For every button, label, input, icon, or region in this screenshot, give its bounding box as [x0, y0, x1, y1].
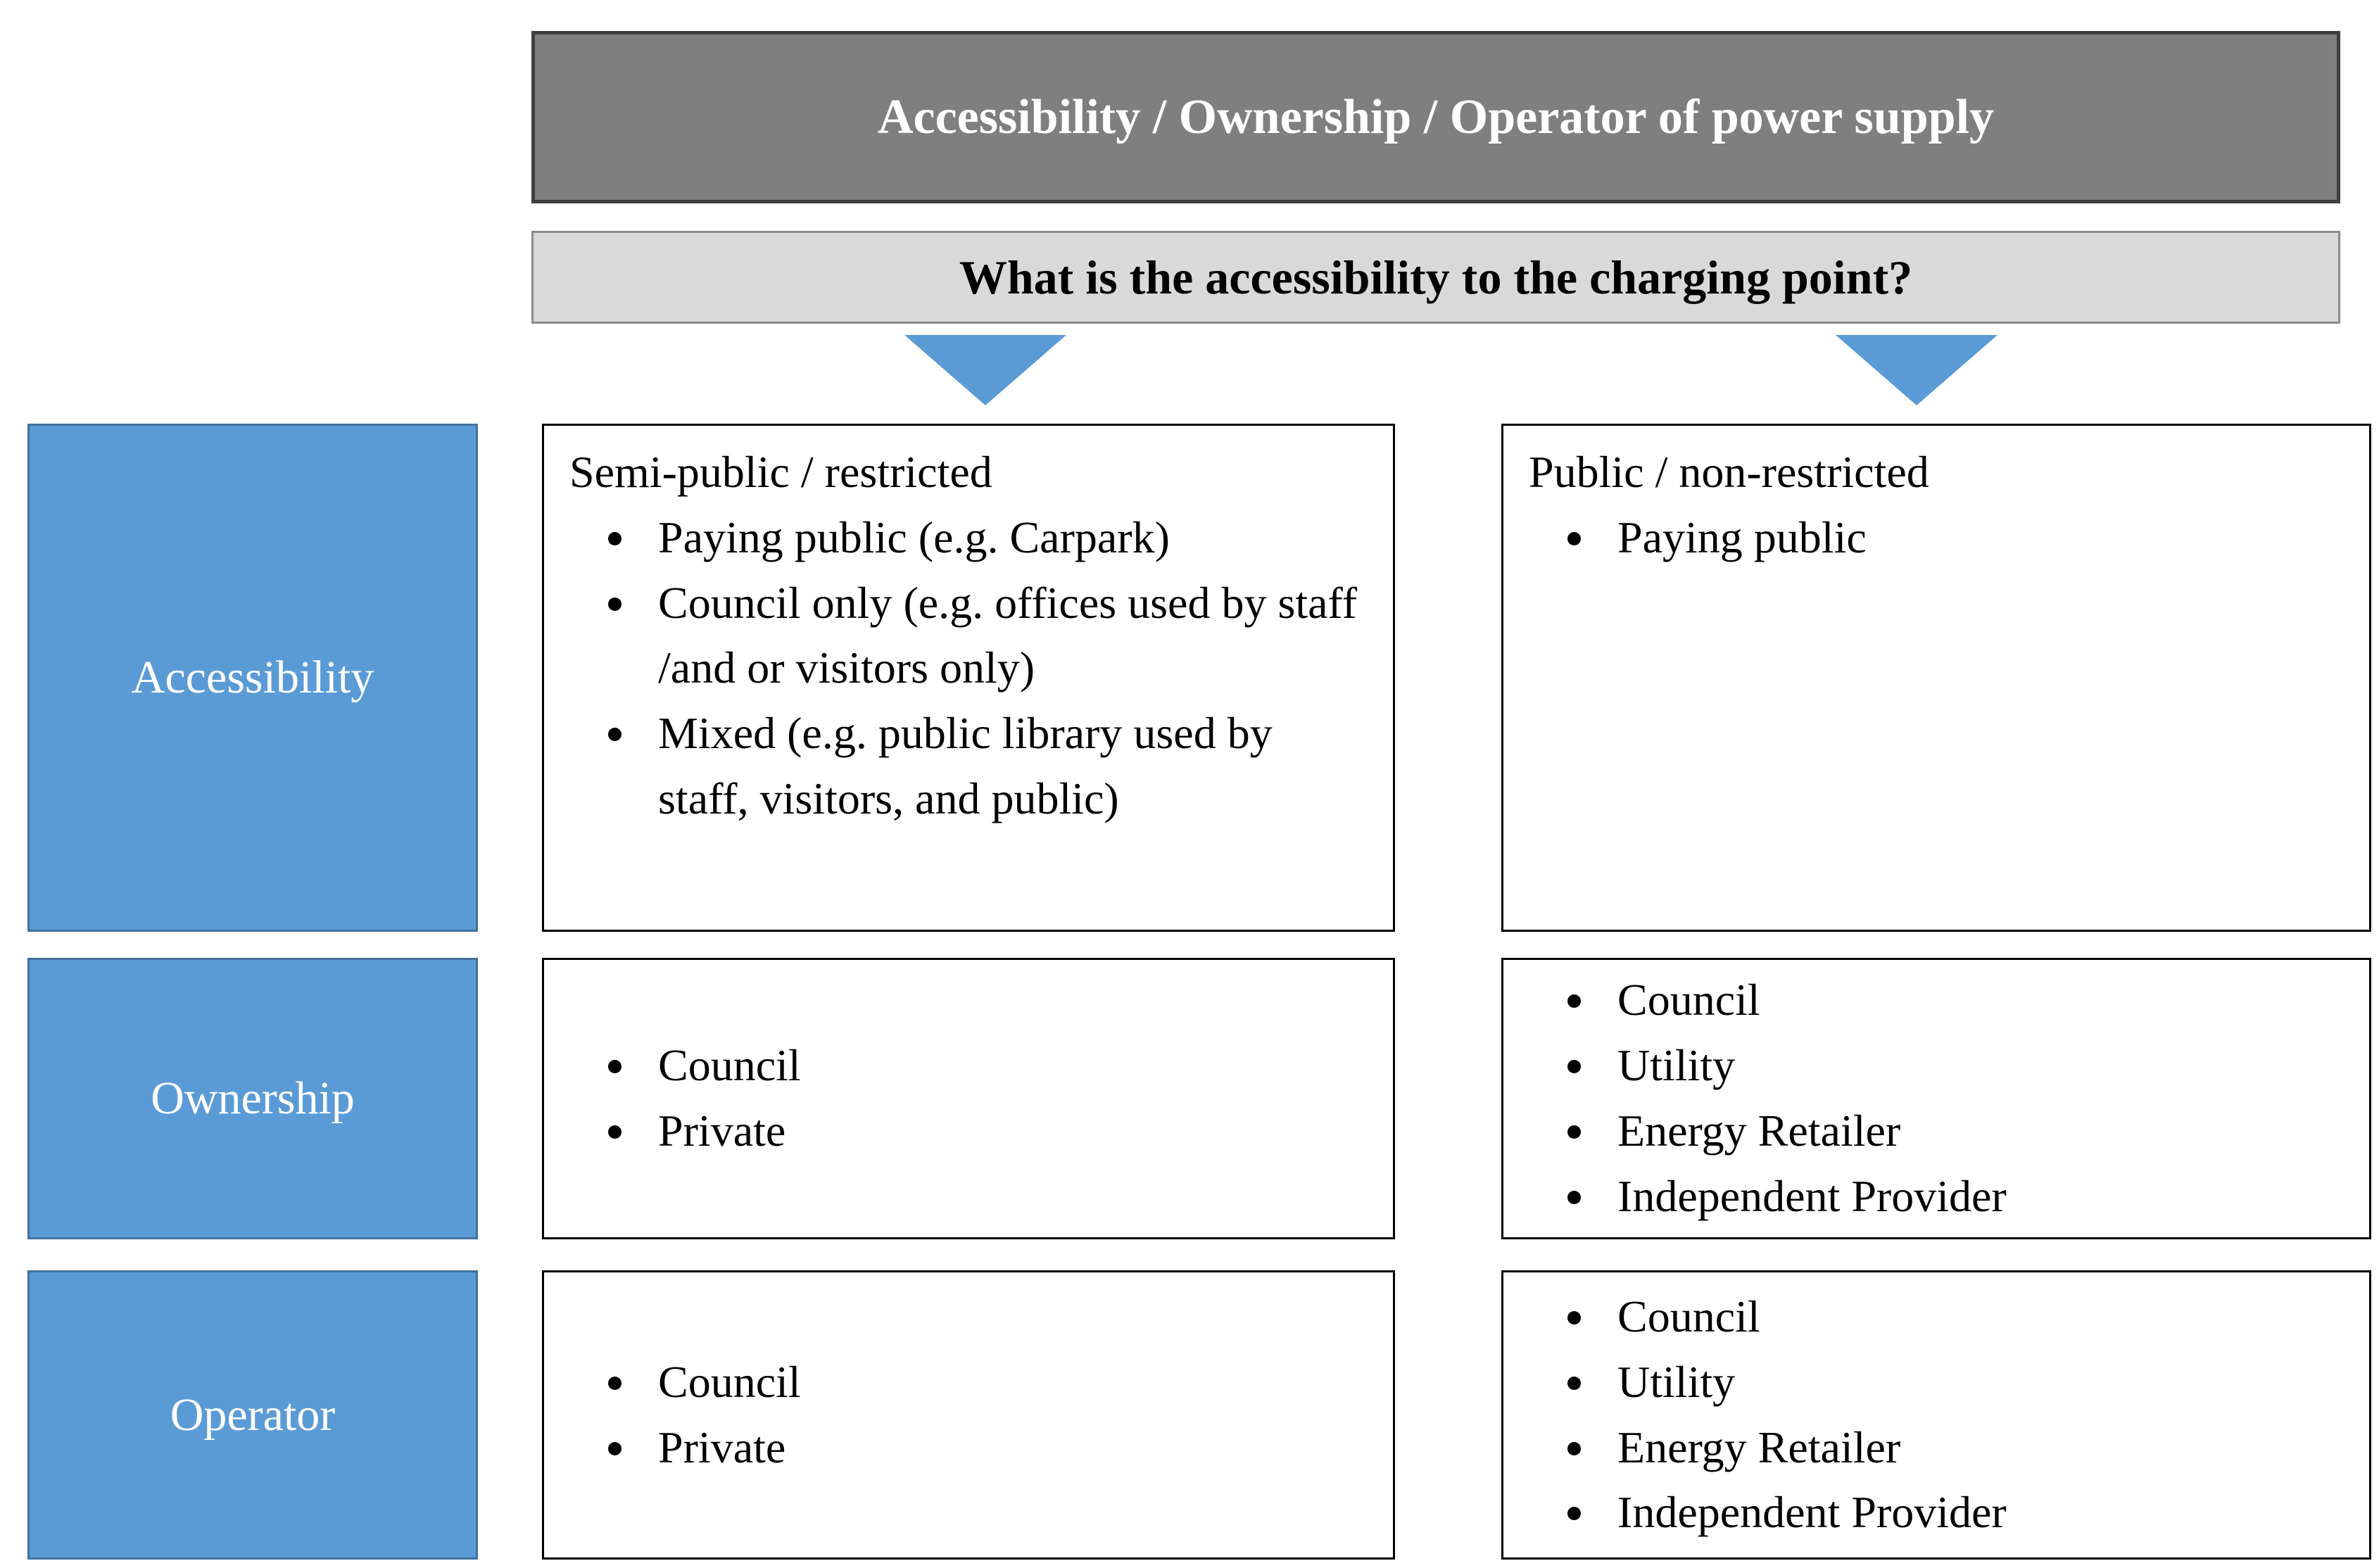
row-label-ownership-text: Ownership	[151, 1073, 355, 1124]
bullet-item: • Independent Provider	[1599, 1480, 2007, 1545]
bullet-item: • Council only (e.g. offices used by staff /and or visitors only)	[640, 571, 1368, 702]
question-text: What is the accessibility to the charging point?	[959, 250, 1913, 304]
cell-semi-public-operator	[542, 1270, 1395, 1560]
row-label-ownership	[27, 958, 478, 1239]
cell-semi-public-ownership	[542, 958, 1395, 1239]
bullet-item: • Independent Provider	[1599, 1164, 2007, 1229]
question-bar	[531, 231, 2340, 324]
bullet-item: • Utility	[1599, 1033, 2007, 1099]
cell-public-accessibility	[1501, 424, 2371, 932]
bullet-item: • Council	[1599, 1284, 2007, 1350]
public-accessibility-list	[1529, 505, 2344, 571]
public-ownership-list	[1529, 968, 2007, 1229]
row-label-operator-text: Operator	[170, 1389, 336, 1441]
down-arrow-left-icon	[904, 335, 1066, 405]
bullet-item: • Energy Retailer	[1599, 1415, 2007, 1481]
bullet-item: • Paying public	[1599, 505, 2344, 571]
row-label-accessibility	[27, 424, 478, 932]
diagram-title-bar	[531, 31, 2340, 203]
bullet-item: • Council	[1599, 968, 2007, 1033]
bullet-item: • Mixed (e.g. public library used by staff, visitors, and public)	[640, 701, 1368, 832]
semi-public-accessibility-list	[569, 505, 1368, 832]
semi-public-operator-list	[569, 1350, 801, 1481]
cell-public-ownership	[1501, 958, 2371, 1239]
bullet-item: • Private	[640, 1415, 801, 1481]
bullet-item: • Council	[640, 1350, 801, 1415]
diagram-title: Accessibility / Ownership / Operator of power supply	[877, 89, 1995, 144]
public-heading: Public / non-restricted	[1529, 447, 1929, 497]
cell-semi-public-accessibility	[542, 424, 1395, 932]
semi-public-ownership-list	[569, 1033, 801, 1164]
bullet-item: • Energy Retailer	[1599, 1099, 2007, 1164]
semi-public-heading: Semi-public / restricted	[569, 447, 992, 497]
bullet-item: • Utility	[1599, 1350, 2007, 1415]
row-label-accessibility-text: Accessibility	[131, 652, 374, 703]
down-arrow-right-icon	[1836, 335, 1998, 405]
bullet-item: • Council	[640, 1033, 801, 1099]
bullet-item: • Paying public (e.g. Carpark)	[640, 505, 1368, 571]
row-label-operator	[27, 1270, 478, 1560]
bullet-item: • Private	[640, 1099, 801, 1164]
public-operator-list	[1529, 1284, 2007, 1545]
cell-public-operator	[1501, 1270, 2371, 1560]
